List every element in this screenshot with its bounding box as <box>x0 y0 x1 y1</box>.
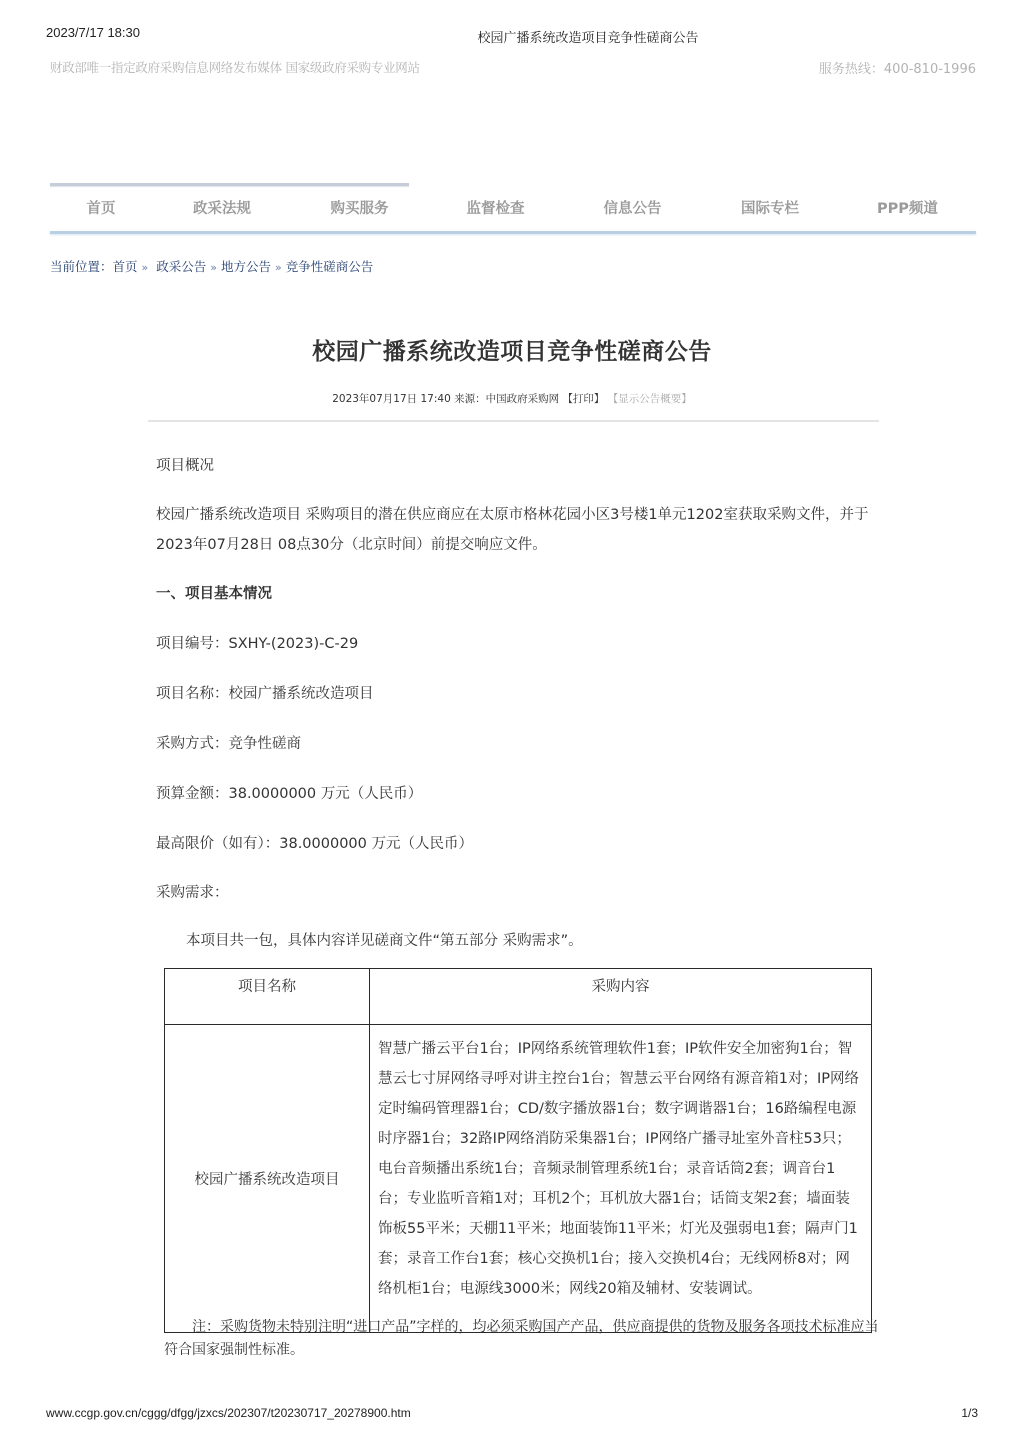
breadcrumb-local-announcements[interactable]: 地方公告 <box>221 259 272 274</box>
nav-top-divider <box>50 183 409 186</box>
service-hotline: 服务热线：400-810-1996 <box>818 62 976 77</box>
procurement-method: 采购方式：竞争性磋商 <box>156 736 301 752</box>
print-page-title: 校园广播系统改造项目竞争性磋商公告 <box>477 31 699 46</box>
project-number: 项目编号：SXHY-(2023)-C-29 <box>156 636 359 652</box>
print-link[interactable]: 【打印】 <box>562 393 605 405</box>
table-cell-project-name: 校园广播系统改造项目 <box>165 1025 370 1333</box>
table-header-row <box>165 969 872 1025</box>
table-header-content: 采购内容 <box>370 969 872 1025</box>
table-cell-content: 智慧广播云平台1台；IP网络系统管理软件1套；IP软件安全加密狗1台；智慧云七寸屏网络寻呼对讲主控台1台；智慧云平台网络有源音箱1对；IP网络定时编码管理器1台；CD/数字播放器1台；数字调谐器1台；16路编程电源时序器1台；32路IP网络消防采集器1台；IP网络广播寻址室外音柱53只；电台音频播出系统1台；音频录制管理系统1台；录音话筒2套；调音台1台；专业监听音箱1对；耳机2个；耳机放大器1台；话筒支架2套；墙面装饰板55平米；天棚11平米；地面装饰11平米；灯光及强弱电1套；隔声门1套；录音工作台1套；核心交换机1台；接入交换机4台；无线网桥8对；网络机柜1台；电源线3000米；网线20箱及辅材、安装调试。 <box>370 1025 872 1333</box>
breadcrumb-separator: » <box>275 261 282 274</box>
overview-text: 校园广播系统改造项目 采购项目的潜在供应商应在太原市格林花园小区3号楼1单元1202室获取采购文件，并于2023年07月28日 08点30分（北京时间）前提交响应文件。 <box>156 507 869 553</box>
source-label: 来源： <box>454 393 486 405</box>
section-heading: 一、项目基本情况 <box>156 586 272 602</box>
publish-datetime: 2023年07月17日 17:40 <box>332 393 451 405</box>
requirements-table <box>164 968 872 1333</box>
max-price: 最高限价（如有）：38.0000000 万元（人民币） <box>156 836 473 852</box>
breadcrumb-label: 当前位置： <box>50 259 113 274</box>
budget-amount: 预算金额：38.0000000 万元（人民币） <box>156 786 423 802</box>
nav-item-international[interactable]: 国际专栏 <box>741 201 799 217</box>
project-name: 项目名称：校园广播系统改造项目 <box>156 686 374 702</box>
page-url[interactable]: www.ccgp.gov.cn/cggg/dfgg/jzxcs/202307/t20230717_20278900.htm <box>46 1406 411 1420</box>
requirements-intro: 本项目共一包，具体内容详见磋商文件“第五部分 采购需求”。 <box>186 933 583 949</box>
requirements-label: 采购需求： <box>156 885 229 901</box>
title-divider <box>148 420 879 422</box>
source-name: 中国政府采购网 <box>485 393 560 405</box>
main-nav <box>50 190 976 230</box>
nav-item-ppp[interactable]: PPP频道 <box>877 201 938 217</box>
overview-heading: 项目概况 <box>156 458 214 474</box>
table-header-project-name: 项目名称 <box>165 969 370 1025</box>
breadcrumb-gov-announcements[interactable]: 政采公告 <box>156 259 207 274</box>
nav-item-purchase-services[interactable]: 购买服务 <box>330 201 389 217</box>
breadcrumb-separator: » <box>141 261 149 274</box>
breadcrumb-competitive-consultation[interactable]: 竞争性磋商公告 <box>285 259 374 274</box>
nav-item-announcements[interactable]: 信息公告 <box>603 201 662 217</box>
nav-item-home[interactable]: 首页 <box>86 201 116 217</box>
show-summary-link[interactable]: 【显示公告概要】 <box>607 393 692 405</box>
article-meta <box>0 391 1024 406</box>
breadcrumb-home[interactable]: 首页 <box>112 259 138 274</box>
breadcrumb-separator: » <box>210 261 217 274</box>
site-tagline: 财政部唯一指定政府采购信息网络发布媒体 国家级政府采购专业网站 <box>50 60 420 75</box>
breadcrumb <box>50 257 373 275</box>
print-datetime: 2023/7/17 18:30 <box>46 25 140 40</box>
nav-item-regulations[interactable]: 政采法规 <box>193 201 251 217</box>
nav-bottom-divider <box>50 231 976 234</box>
note-text: 注：采购货物未特别注明“进口产品”字样的，均必须采购国产产品，供应商提供的货物及服务各项技术标准应当符合国家强制性标准。 <box>164 1319 879 1358</box>
page-number: 1/3 <box>961 1406 978 1420</box>
article-title: 校园广播系统改造项目竞争性磋商公告 <box>312 339 712 365</box>
table-row <box>165 1025 872 1333</box>
nav-item-supervision[interactable]: 监督检查 <box>466 201 525 217</box>
